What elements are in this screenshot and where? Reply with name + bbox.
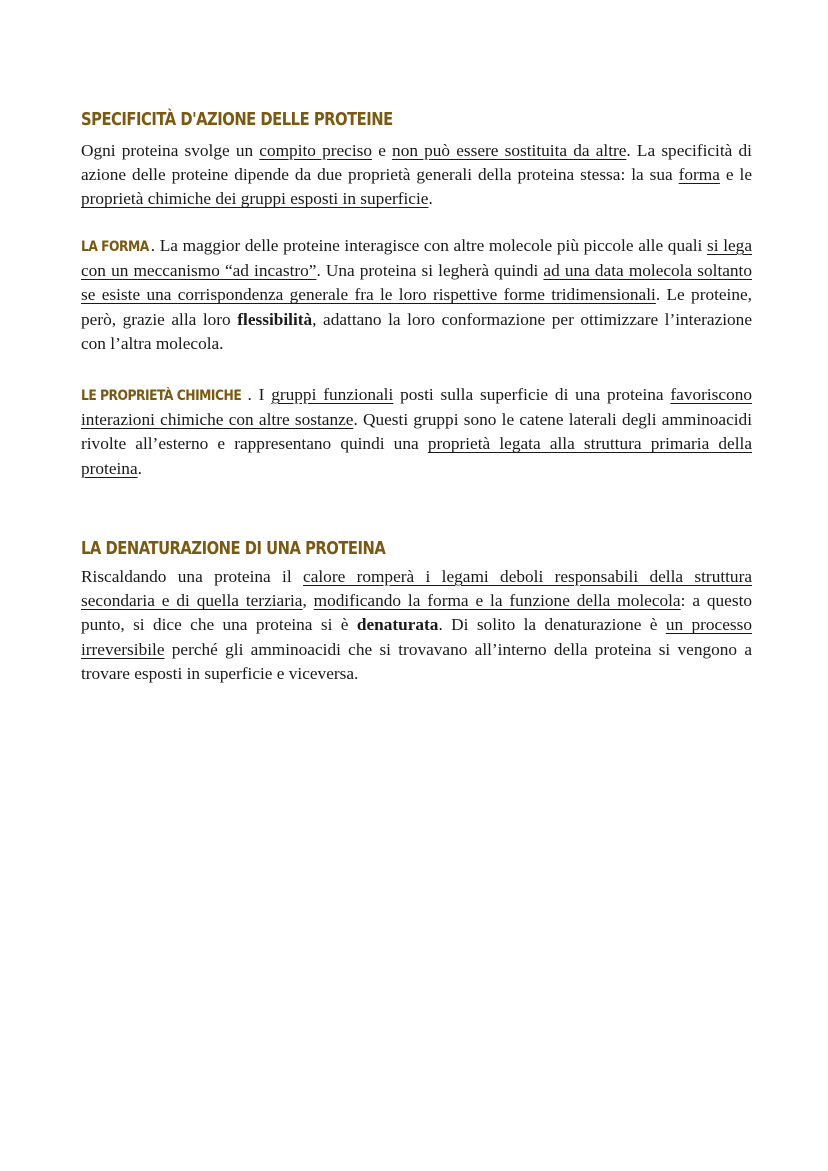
- text-segment: , adattano la loro conformazione per ottimizzare l’interazione con l’altra molecola.: [81, 309, 752, 353]
- lead-label-la-forma: LA FORMA: [81, 239, 149, 255]
- text-segment: . Di solito la denaturazione è: [438, 615, 666, 635]
- underlined-text: calore romperà i legami deboli responsabili della struttura secondaria e di quella terziaria: [81, 567, 753, 611]
- underlined-text: compito preciso: [259, 141, 373, 160]
- paragraph-specificity-intro: [81, 139, 752, 212]
- paragraph-proprieta-chimiche: [81, 383, 752, 481]
- underlined-text: modificando la forma e la funzione della molecola: [313, 591, 681, 611]
- underlined-text: proprietà chimiche dei gruppi esposti in superficie: [81, 189, 429, 209]
- underlined-text: si lega con un meccanismo “ad incastro”: [81, 236, 752, 281]
- text-segment: ,: [302, 591, 314, 611]
- bold-text: flessibilità: [237, 309, 313, 329]
- text-segment: Riscaldando una proteina il: [81, 567, 304, 586]
- bold-text: denaturata: [356, 615, 439, 635]
- lead-label-proprieta-chimiche: LE PROPRIETÀ CHIMICHE: [81, 388, 242, 404]
- underlined-text: proprietà legata alla struttura primaria della proteina: [81, 434, 752, 478]
- text-segment: .: [137, 458, 142, 478]
- underlined-text: ad una data molecola soltanto se esiste una corrispondenza generale fra le loro rispettive forme tridimensionali: [81, 261, 752, 305]
- section-heading-denaturation: LA DENATURAZIONE DI UNA PROTEINA: [81, 538, 386, 559]
- text-segment: Ogni proteina svolge un: [81, 141, 260, 160]
- underlined-text: gruppi funzionali: [271, 385, 394, 404]
- underlined-text: forma: [678, 165, 720, 185]
- paragraph-la-forma: [81, 234, 752, 356]
- text-segment: . Una proteina si legherà quindi: [316, 261, 544, 281]
- text-segment: . La maggior delle proteine interagisce con altre molecole più piccole alle quali: [150, 236, 708, 255]
- underlined-text: favoriscono interazioni chimiche con altre sostanze: [81, 385, 752, 430]
- text-segment: . Le proteine, però, grazie alla loro: [81, 285, 752, 329]
- text-segment: e: [372, 141, 393, 160]
- text-segment: . I: [247, 385, 272, 404]
- underlined-text: non può essere sostituita da altre: [392, 141, 627, 160]
- paragraph-denaturation: [81, 565, 752, 686]
- text-segment: . La specificità di azione delle proteine dipende da due proprietà generali della proteina stessa: la sua: [81, 141, 752, 185]
- text-segment: perché gli amminoacidi che si trovavano all’interno della proteina si vengono a trovare esposti in superficie e viceversa.: [81, 639, 752, 683]
- text-segment: .: [428, 189, 433, 209]
- text-segment: . Questi gruppi sono le catene laterali degli amminoacidi rivolte all’esterno e rappresentano quindi una: [81, 410, 752, 454]
- text-segment: : a questo punto, si dice che una proteina si è: [81, 591, 753, 635]
- section-heading-specificity: SPECIFICITÀ D'AZIONE DELLE PROTEINE: [81, 109, 393, 130]
- text-segment: e le: [719, 165, 752, 185]
- text-segment: posti sulla superficie di una proteina: [393, 385, 671, 404]
- underlined-text: un processo irreversibile: [81, 615, 752, 659]
